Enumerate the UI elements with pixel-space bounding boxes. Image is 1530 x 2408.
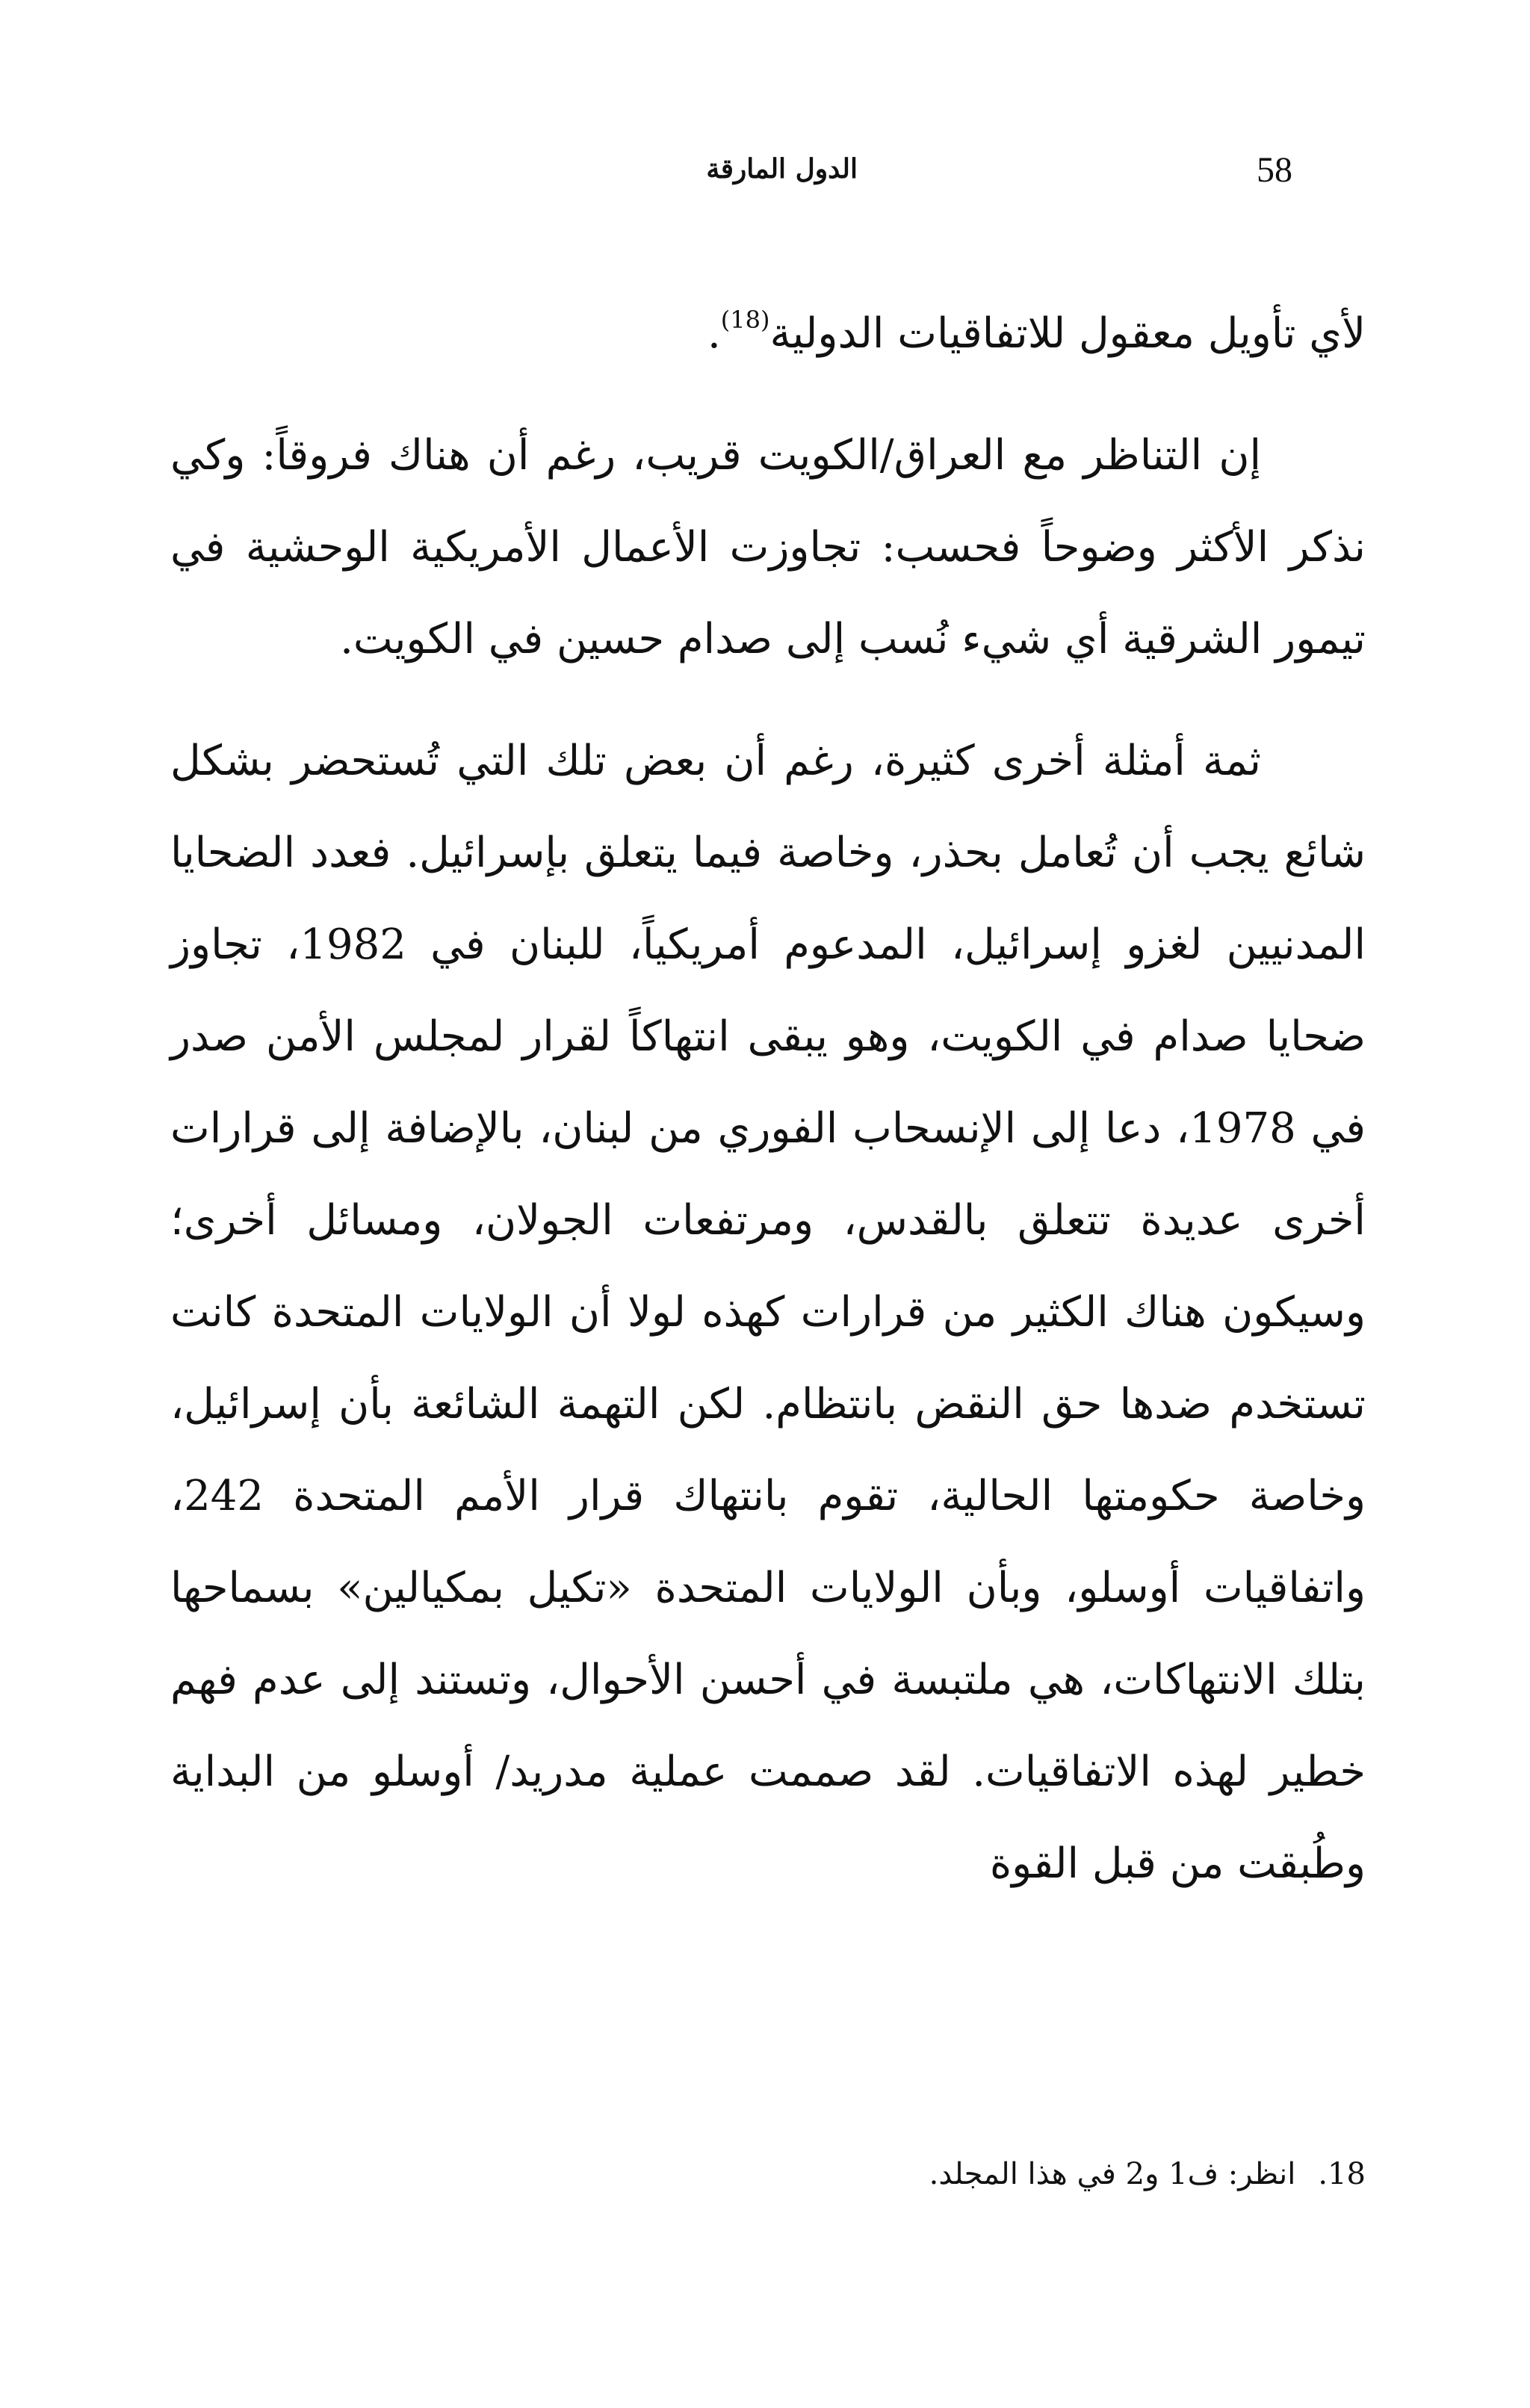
paragraph-1 [170, 288, 1366, 380]
paragraph-1-text: لأي تأويل معقول للاتفاقيات الدولية [769, 309, 1366, 358]
page-number: 58 [1257, 150, 1292, 190]
footnote-reference: (18) [720, 306, 770, 334]
footnote-number: 18. [1318, 2157, 1366, 2191]
footnote [170, 2152, 1366, 2197]
paragraph-3: ثمة أمثلة أخرى كثيرة، رغم أن بعض تلك التي تُستحضر بشكل شائع يجب أن تُعامل بحذر، وخاصة فيما يتعلق بإسرائيل. فعدد الضحايا المدنيين لغزو إسرائيل، المدعوم أمريكياً، للبنان في 1982، تجاوز ضحايا صدام في الكويت، وهو يبقى انتهاكاً لقرار لمجلس الأمن صدر في 1978، دعا إلى الإنسحاب الفوري من لبنان، بالإضافة إلى قرارات أخرى عديدة تتعلق بالقدس، ومرتفعات الجولان، ومسائل أخرى؛ وسيكون هناك الكثير من قرارات كهذه لولا أن الولايات المتحدة كانت تستخدم ضدها حق النقض بانتظام. لكن التهمة الشائعة بأن إسرائيل، وخاصة حكومتها الحالية، تقوم بانتهاك قرار الأمم المتحدة 242، واتفاقيات أوسلو، وبأن الولايات المتحدة «تكيل بمكيالين» بسماحها بتلك الانتهاكات، هي ملتبسة في أحسن الأحوال، وتستند إلى عدم فهم خطير لهذه الاتفاقيات. لقد صممت عملية مدريد/ أوسلو من البداية وطُبقت من قبل القوة [170, 737, 1366, 1888]
footnote-text: انظر: ف1 و2 في هذا المجلد. [929, 2157, 1296, 2191]
paragraph-2: إن التناظر مع العراق/الكويت قريب، رغم أن هناك فروقاً: وكي نذكر الأكثر وضوحاً فحسب: تجاوزت الأعمال الأمريكية الوحشية في تيمور الشرقية أي شيء نُسب إلى صدام حسين في الكويت. [170, 431, 1366, 663]
body-text [170, 288, 1366, 1910]
running-title: الدول المارقة [706, 153, 858, 185]
paragraph-1-end: . [707, 309, 721, 358]
